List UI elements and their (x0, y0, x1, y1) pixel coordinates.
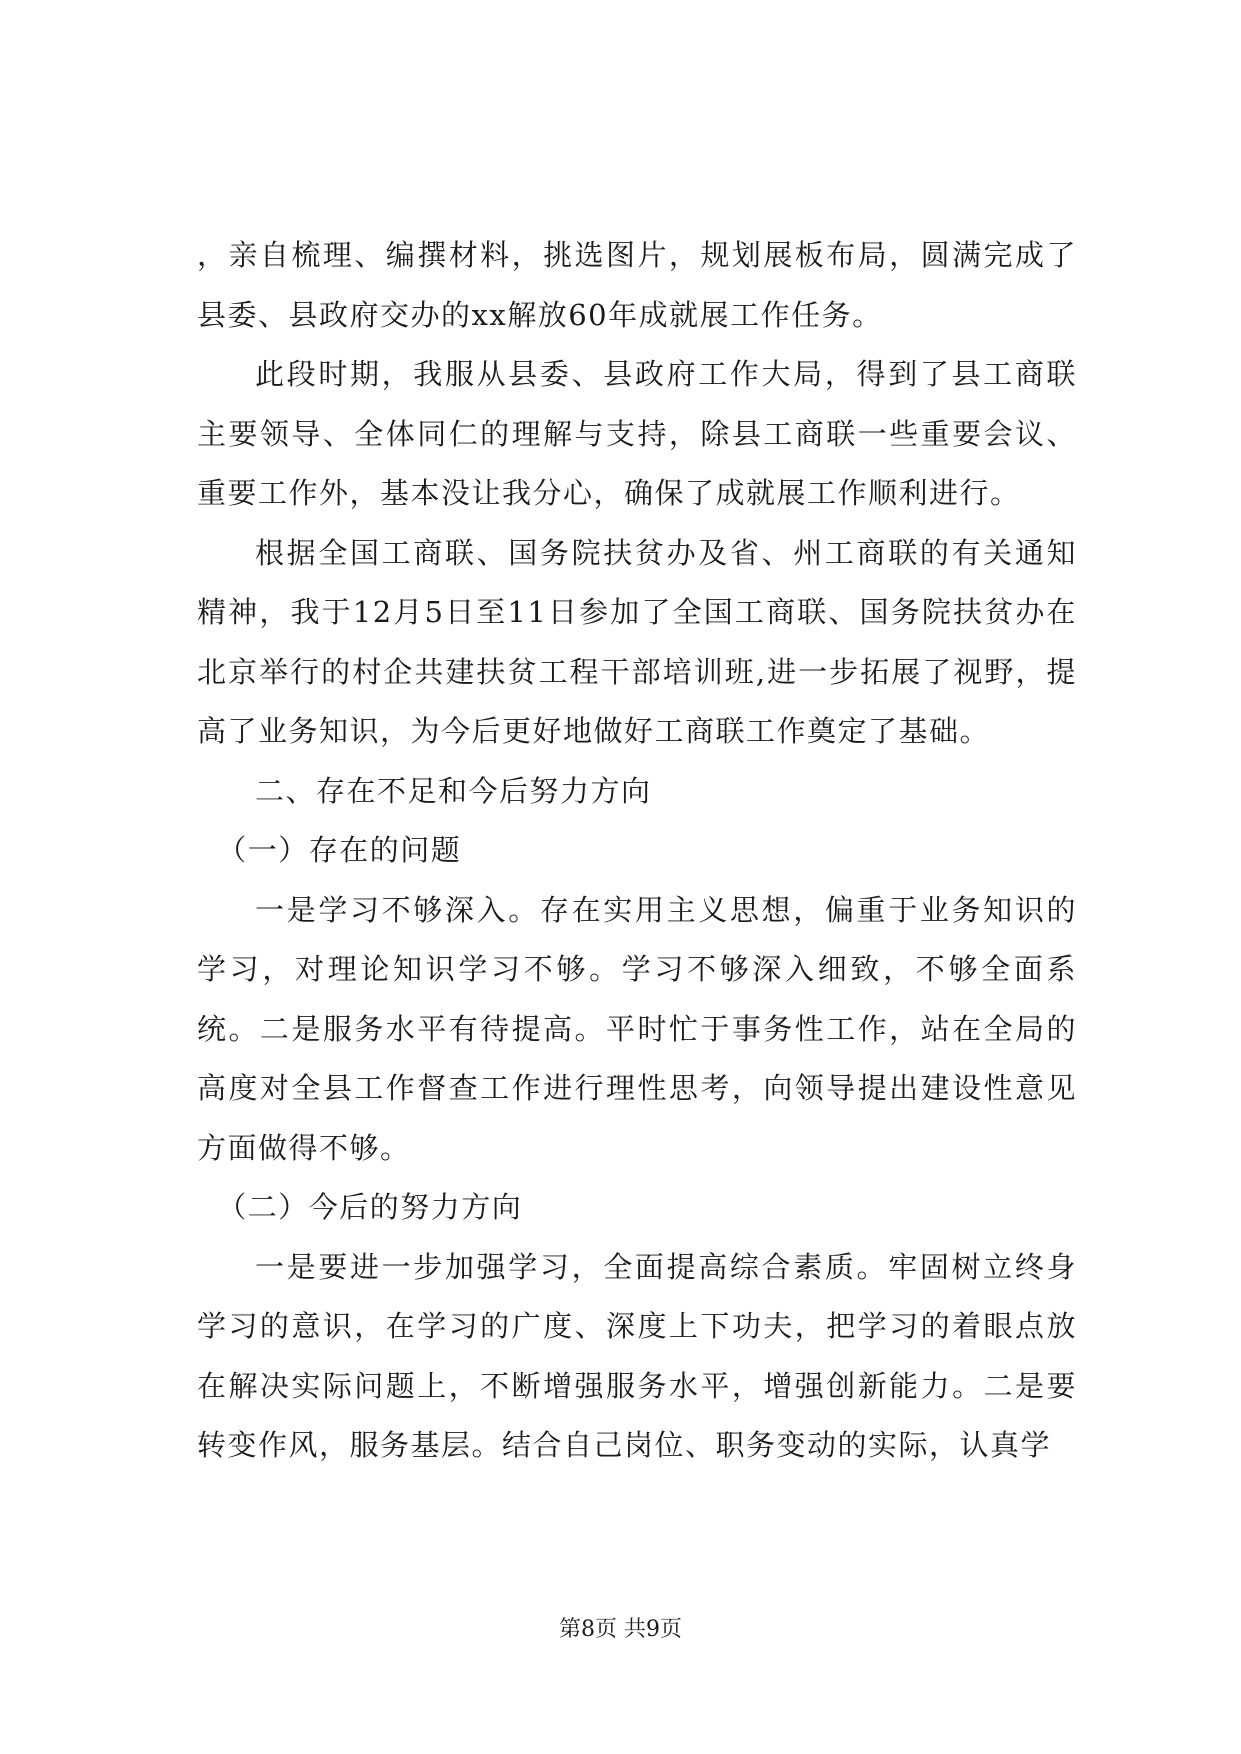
paragraph-future-direction: 一是要进一步加强学习，全面提高综合素质。牢固树立终身学习的意识，在学习的广度、深度上下功夫，把学习的着眼点放在解决实际问题上，不断增强服务水平，增强创新能力。二是要转变作风，服务基层。结合自己岗位、职务变动的实际，认真学 (197, 1249, 1077, 1462)
document-body (197, 226, 1077, 1476)
page-number-footer: 第8页 共9页 (559, 1617, 682, 1642)
subheading-problems: （一）存在的问题 (217, 833, 462, 867)
paragraph-continuation: ，亲自梳理、编撰材料，挑选图片，规划展板布局，圆满完成了县委、县政府交办的xx解放60年成就展工作任务。 (197, 238, 1077, 332)
section-heading-shortcomings: 二、存在不足和今后努力方向 (255, 773, 652, 808)
paragraph-work-context: 此段时期，我服从县委、县政府工作大局，得到了县工商联主要领导、全体同仁的理解与支持，除县工商联一些重要会议、重要工作外，基本没让我分心，确保了成就展工作顺利进行。 (197, 357, 1077, 510)
paragraph-problems: 一是学习不够深入。存在实用主义思想，偏重于业务知识的学习，对理论知识学习不够。学习不够深入细致，不够全面系统。二是服务水平有待提高。平时忙于事务性工作，站在全局的高度对全县工作督查工作进行理性思考，向领导提出建设性意见方面做得不够。 (197, 892, 1077, 1165)
paragraph-training: 根据全国工商联、国务院扶贫办及省、州工商联的有关通知精神，我于12月5日至11日参加了全国工商联、国务院扶贫办在北京举行的村企共建扶贫工程干部培训班,进一步拓展了视野，提高了业务知识，为今后更好地做好工商联工作奠定了基础。 (197, 535, 1077, 748)
subheading-future-direction: （二）今后的努力方向 (217, 1190, 523, 1224)
